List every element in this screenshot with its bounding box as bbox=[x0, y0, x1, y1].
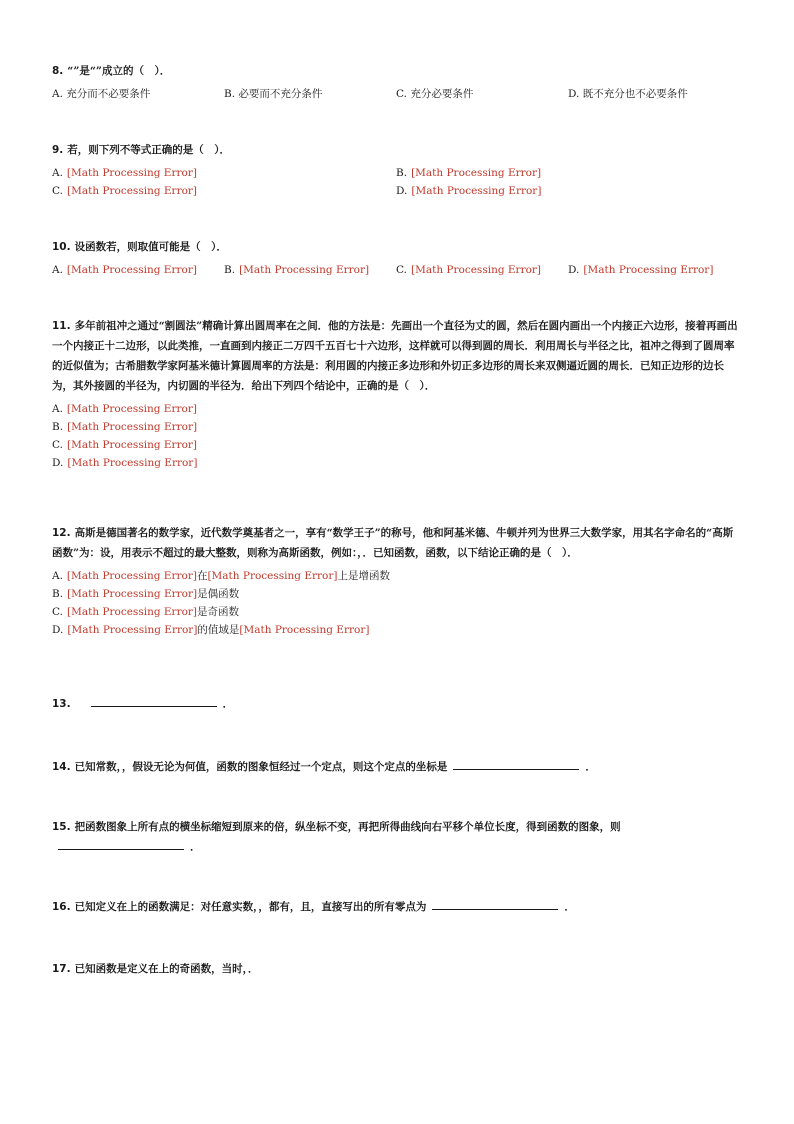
option-b: B. 必要而不充分条件 bbox=[224, 88, 323, 100]
math-error: [Math Processing Error] bbox=[411, 185, 542, 197]
question-number: 11. bbox=[52, 320, 71, 332]
question-text: “”是“”成立的（ ）． bbox=[67, 65, 171, 77]
math-error: [Math Processing Error] bbox=[67, 421, 198, 433]
question-17 bbox=[52, 959, 742, 979]
question-8 bbox=[52, 61, 742, 103]
answer-blank[interactable] bbox=[453, 757, 579, 770]
question-text: 把函数图象上所有点的横坐标缩短到原来的倍，纵坐标不变，再把所得曲线向右平移个单位长度，得到函数的图象，则 bbox=[74, 821, 621, 833]
math-error: [Math Processing Error] bbox=[67, 185, 198, 197]
question-stem: 15. 把函数图象上所有点的横坐标缩短到原来的倍，纵坐标不变，再把所得曲线向右平移个单位长度，得到函数的图象，则． bbox=[52, 821, 621, 853]
question-stem: 16. 已知定义在上的函数满足：对任意实数，，都有，且，直接写出的所有零点为 ． bbox=[52, 897, 742, 917]
math-error: [Math Processing Error] bbox=[67, 606, 198, 618]
question-text: 已知函数是定义在上的奇函数，当时，． bbox=[74, 963, 259, 975]
question-12 bbox=[52, 523, 742, 639]
question-16 bbox=[52, 897, 742, 917]
math-error: [Math Processing Error] bbox=[583, 264, 714, 276]
question-text: 已知定义在上的函数满足：对任意实数，，都有，且，直接写出的所有零点为 bbox=[74, 901, 427, 913]
option-c: C. 充分必要条件 bbox=[396, 88, 474, 100]
option-b: B. [Math Processing Error]是偶函数 bbox=[52, 588, 240, 600]
question-9 bbox=[52, 140, 742, 200]
question-stem bbox=[52, 959, 742, 979]
math-error: [Math Processing Error] bbox=[239, 264, 370, 276]
question-stem bbox=[52, 140, 742, 160]
question-text: 已知常数，，假设无论为何值，函数的图象恒经过一个定点，则这个定点的坐标是 bbox=[74, 761, 448, 773]
option-d: D. [Math Processing Error] bbox=[568, 264, 714, 276]
option-d: D. [Math Processing Error] bbox=[396, 185, 542, 197]
option-b: B. [Math Processing Error] bbox=[396, 167, 542, 179]
math-error: [Math Processing Error] bbox=[67, 588, 198, 600]
answer-blank[interactable] bbox=[432, 897, 558, 910]
question-stem: 14. 已知常数，，假设无论为何值，函数的图象恒经过一个定点，则这个定点的坐标是 ． bbox=[52, 757, 742, 777]
option-a: A. 充分而不必要条件 bbox=[52, 88, 151, 100]
question-stem bbox=[52, 316, 742, 396]
option-a: A. [Math Processing Error] bbox=[52, 264, 197, 276]
option-d: D. [Math Processing Error]的值域是[Math Processing Error] bbox=[52, 624, 370, 636]
math-error: [Math Processing Error] bbox=[411, 264, 542, 276]
question-text: 若，则下列不等式正确的是（ ）． bbox=[67, 144, 231, 156]
option-b: B. [Math Processing Error] bbox=[52, 421, 198, 433]
option-a: A. [Math Processing Error]在[Math Processing Error]上是增函数 bbox=[52, 570, 390, 582]
question-13 bbox=[52, 694, 742, 714]
question-number: 13. bbox=[52, 698, 71, 710]
math-error: [Math Processing Error] bbox=[207, 570, 338, 582]
option-c: C. [Math Processing Error] bbox=[52, 439, 198, 451]
answer-blank[interactable] bbox=[91, 694, 217, 707]
option-a: A. [Math Processing Error] bbox=[52, 167, 197, 179]
question-number: 16. bbox=[52, 901, 71, 913]
math-error: [Math Processing Error] bbox=[66, 570, 197, 582]
question-14 bbox=[52, 757, 742, 777]
math-error: [Math Processing Error] bbox=[411, 167, 542, 179]
option-b: B. [Math Processing Error] bbox=[224, 264, 370, 276]
option-d: D. 既不充分也不必要条件 bbox=[568, 88, 688, 100]
question-stem: 13. ． bbox=[52, 694, 742, 714]
math-error: [Math Processing Error] bbox=[67, 457, 198, 469]
math-error: [Math Processing Error] bbox=[66, 403, 197, 415]
option-a: A. [Math Processing Error] bbox=[52, 403, 197, 415]
question-text: 设函数若，则取值可能是（ ）． bbox=[74, 241, 227, 253]
question-number: 9. bbox=[52, 144, 64, 156]
question-10 bbox=[52, 237, 742, 279]
math-error: [Math Processing Error] bbox=[66, 167, 197, 179]
question-stem bbox=[52, 61, 742, 81]
question-number: 14. bbox=[52, 761, 71, 773]
option-c: C. [Math Processing Error]是奇函数 bbox=[52, 606, 240, 618]
math-error: [Math Processing Error] bbox=[67, 624, 198, 636]
question-number: 12. bbox=[52, 527, 71, 539]
math-error: [Math Processing Error] bbox=[67, 439, 198, 451]
answer-blank[interactable] bbox=[58, 837, 184, 850]
question-text: 多年前祖冲之通过“割圆法”精确计算出圆周率在之间．他的方法是：先画出一个直径为丈的圆，然后在圆内画出一个内接正六边形，接着再画出一个内接正十二边形，以此类推，一直画到内接正二万四千五百七十六边形，这样就可以得到圆的周长．利用周长与半径之比，祖冲之得到了圆周率的近似值为；古希腊数学家阿基米德计算圆周率的方法是：利用圆的内接正多边形和外切正多边形的周长来双侧逼近圆的周长．已知正边形的边长为，其外接圆的半径为，内切圆的半径为．给出下列四个结论中，正确的是（ ）． bbox=[52, 320, 738, 392]
option-d: D. [Math Processing Error] bbox=[52, 457, 198, 469]
option-c: C. [Math Processing Error] bbox=[52, 185, 198, 197]
question-number: 15. bbox=[52, 821, 71, 833]
math-error: [Math Processing Error] bbox=[66, 264, 197, 276]
question-number: 17. bbox=[52, 963, 71, 975]
option-c: C. [Math Processing Error] bbox=[396, 264, 542, 276]
question-text: 高斯是德国著名的数学家，近代数学奠基者之一，享有“数学王子”的称号，他和阿基米德、牛顿并列为世界三大数学家，用其名字命名的“高斯函数”为：设，用表示不超过的最大整数，则称为高斯函数，例如：，．已知函数，函数，以下结论正确的是（ ）． bbox=[52, 527, 734, 559]
question-15 bbox=[52, 817, 742, 857]
question-stem bbox=[52, 237, 742, 257]
question-11 bbox=[52, 316, 742, 472]
question-stem bbox=[52, 523, 742, 563]
question-number: 8. bbox=[52, 65, 64, 77]
math-error: [Math Processing Error] bbox=[239, 624, 370, 636]
question-number: 10. bbox=[52, 241, 71, 253]
